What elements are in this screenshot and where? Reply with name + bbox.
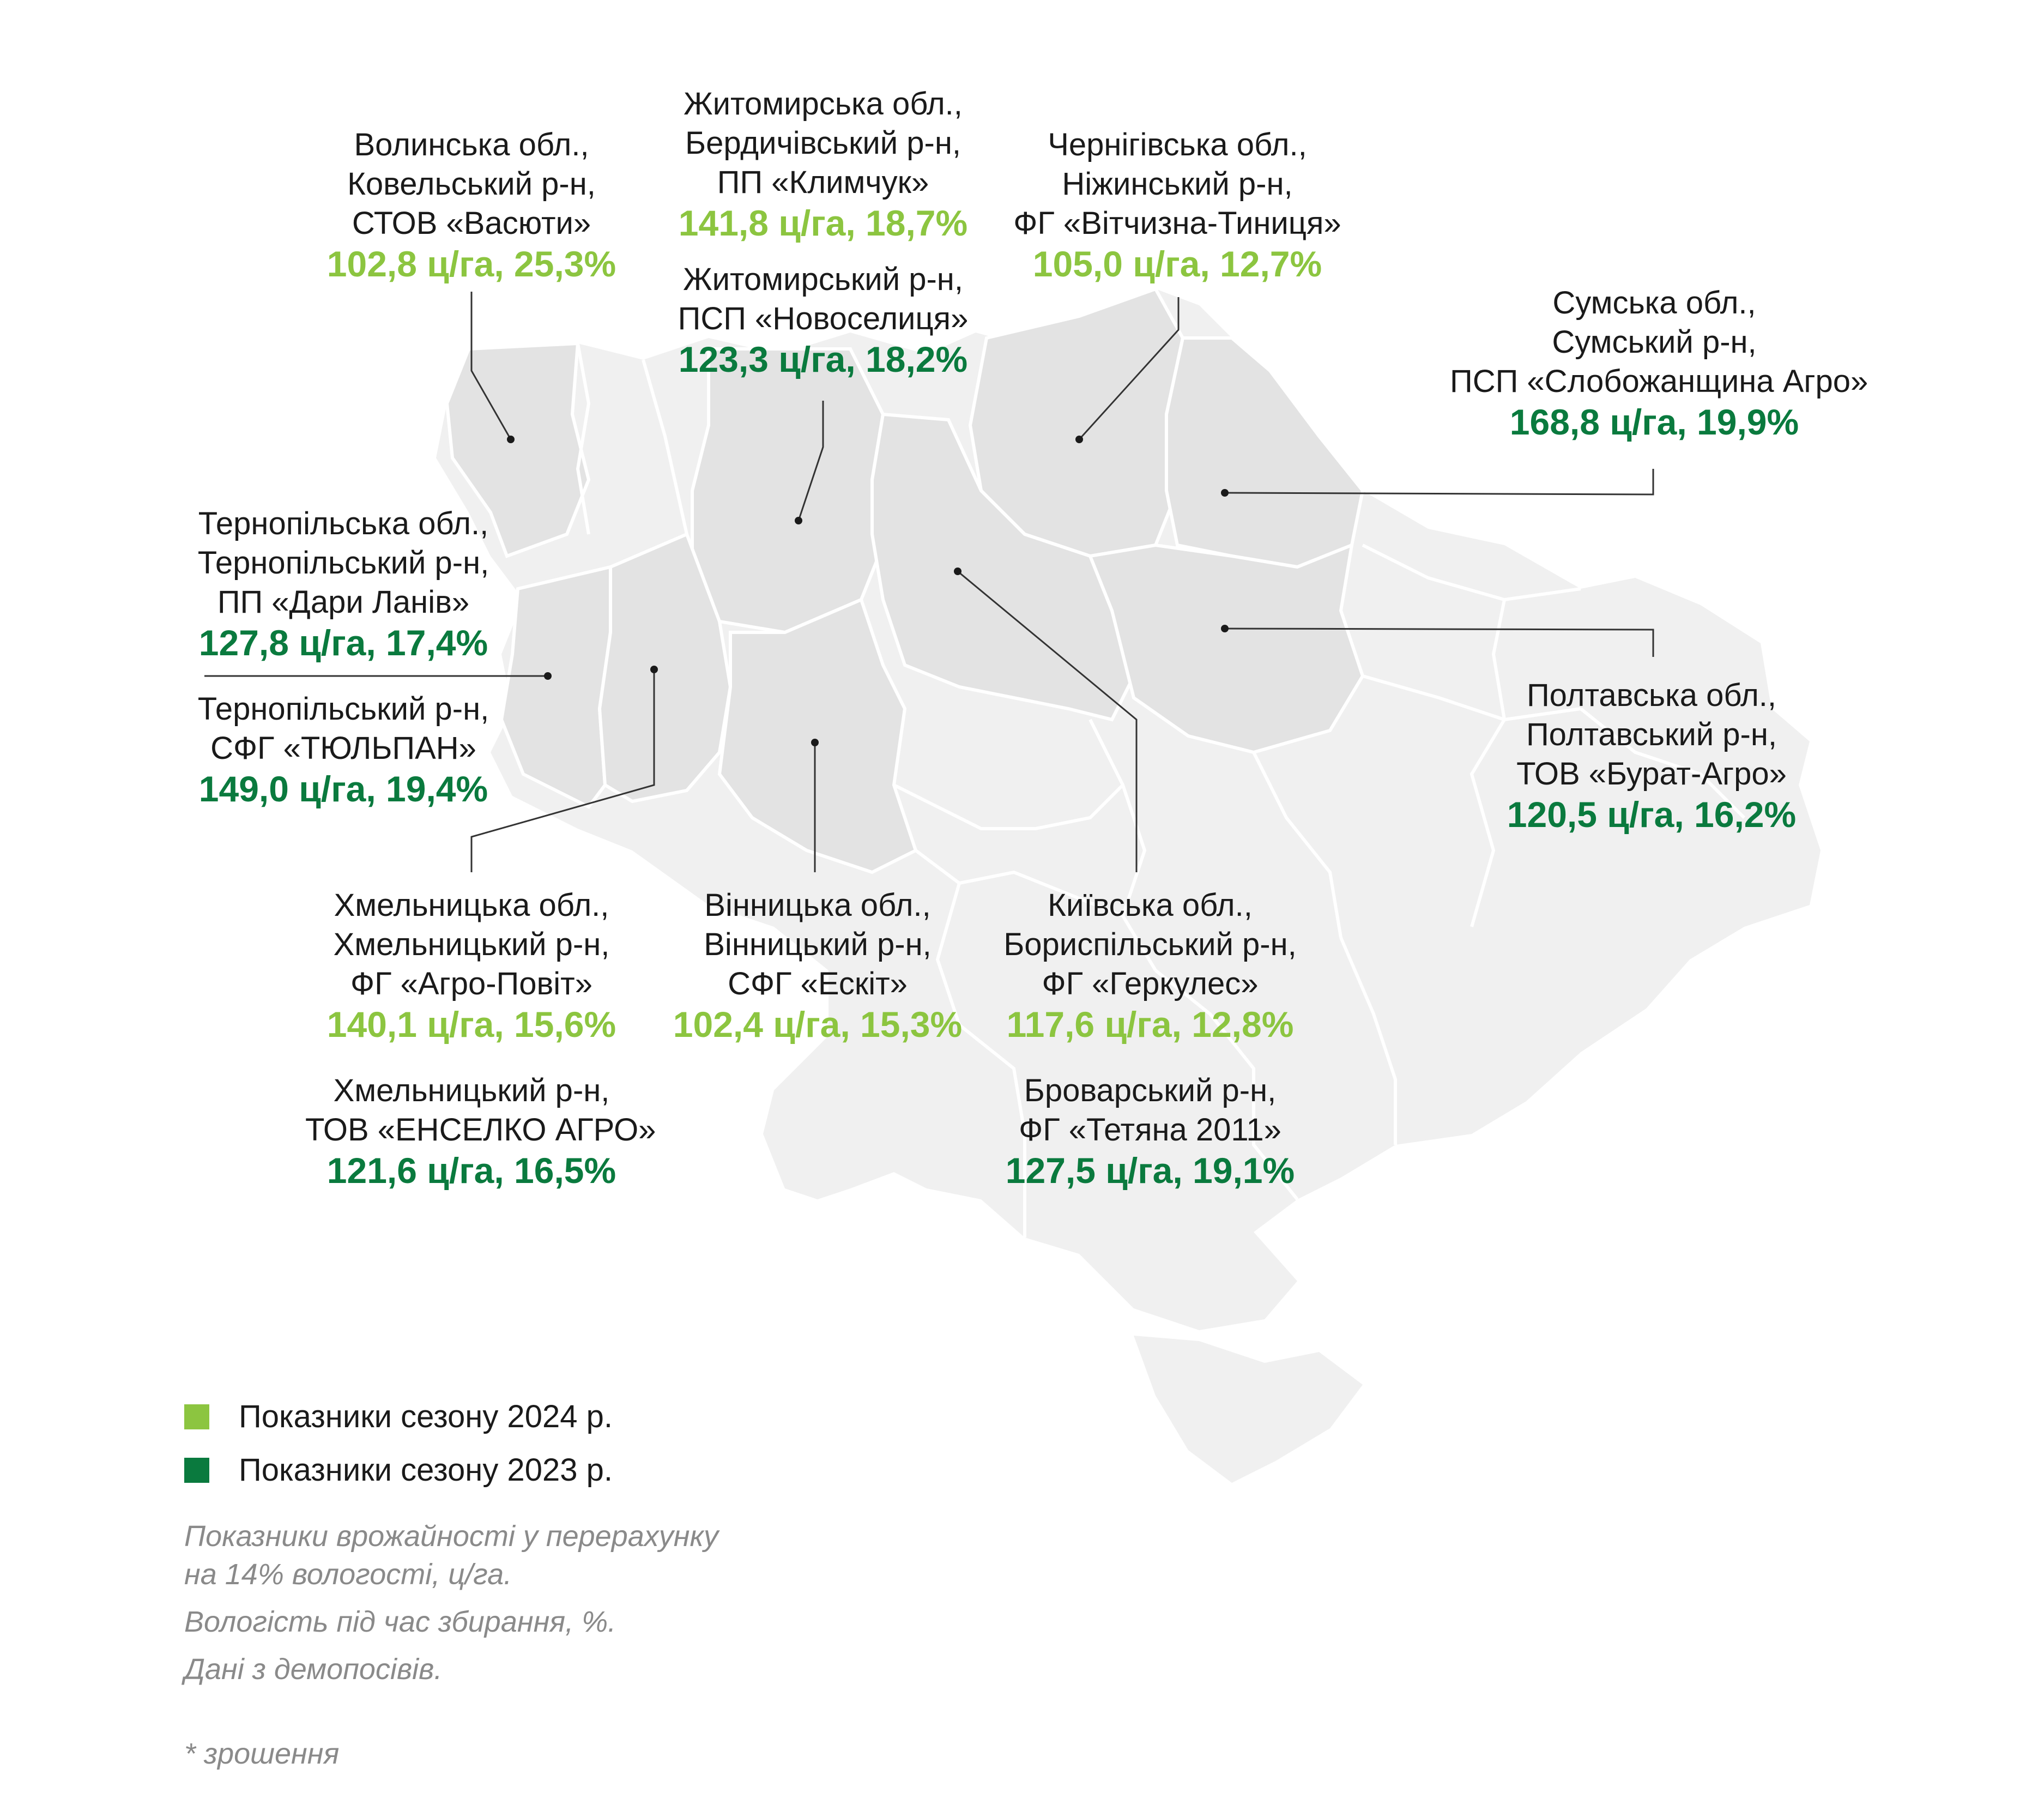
label-line: Тернопільський р-н, [197,545,489,581]
label-line: Київська обл., [1048,888,1253,923]
label-sub [987,1071,1314,1191]
marker-vinnytsia [811,739,819,746]
label-line: ПП «Климчук» [717,165,929,200]
label-chernihiv [997,125,1357,285]
footnote: * зрошення [184,1737,340,1770]
label-line: Бердичівський р-н, [685,125,961,161]
label-line: ФГ «Агро-Повіт» [350,966,592,1001]
marker-ternopil [544,672,552,680]
label-line: ФГ «Вітчизна-Тиниця» [1013,206,1341,241]
value-2024: 140,1 ц/га, 15,6% [326,1004,616,1045]
label-poltava [1472,676,1831,835]
label-line: Сумська обл., [1552,285,1756,321]
legend-label-2023: Показники сезону 2023 р. [239,1452,613,1488]
label-vinnytsia [660,886,976,1045]
label-sub [657,260,989,380]
region-sumy [1166,338,1363,567]
marker-sumy [1221,489,1229,497]
value-2024: 141,8 ц/га, 18,7% [678,203,968,243]
marker-zhytomyr [795,517,802,524]
value-2023: 123,3 ц/га, 18,2% [678,339,968,379]
label-line: СФГ «Ескіт» [728,966,908,1001]
label-line: Сумський р-н, [1552,324,1757,360]
label-sub [305,1071,656,1191]
value-2023: 168,8 ц/га, 19,9% [1509,402,1799,442]
value-2024: 105,0 ц/га, 12,7% [1032,244,1322,284]
label-khmelnytskyi [305,886,656,1191]
label-line: СФГ «ТЮЛЬПАН» [210,731,476,766]
value-2023: 120,5 ц/га, 16,2% [1507,794,1797,835]
value-2023: 149,0 ц/га, 19,4% [198,769,488,809]
legend-swatch-2024 [184,1404,209,1429]
label-line: Хмельницький р-н, [333,1073,610,1108]
label-line: Броварський р-н, [1024,1073,1277,1108]
marker-khmelnytskyi [650,666,658,673]
value-2023: 121,6 ц/га, 16,5% [326,1150,616,1191]
label-line: Ніжинський р-н, [1062,166,1293,202]
value-2023: 127,5 ц/га, 19,1% [1005,1150,1295,1191]
legend-item-2023 [184,1452,613,1488]
label-kyiv [987,886,1314,1191]
label-line: Тернопільська обл., [198,506,489,541]
legend-swatch-2023 [184,1458,209,1483]
marker-poltava [1221,625,1229,632]
marker-chernihiv [1075,436,1083,443]
label-line: Бориспільський р-н, [1003,927,1297,962]
region-zhytomyr [692,349,883,632]
label-line: Житомирський р-н, [683,262,963,297]
marker-volyn [507,436,515,443]
label-line: ПСП «Слобожанщина Агро» [1450,364,1868,399]
note-line-1: Показники врожайності у перерахунку [184,1520,718,1553]
marker-kyiv [954,568,961,575]
label-ternopil [180,504,507,810]
label-line: Полтавський р-н, [1526,717,1777,752]
label-sumy [1450,283,1868,443]
label-line: ТОВ «ЕНСЕЛКО АГРО» [305,1112,656,1148]
label-line: ФГ «Геркулес» [1042,966,1259,1001]
legend-label-2024: Показники сезону 2024 р. [239,1399,613,1434]
label-line: Вінницький р-н, [704,927,932,962]
label-line: Чернігівська обл., [1048,127,1307,162]
label-volyn [308,125,635,285]
label-line: Ковельський р-н, [347,166,596,202]
label-line: ПСП «Новоселиця» [678,301,969,336]
value-2023: 127,8 ц/га, 17,4% [198,623,488,663]
label-line: Тернопільський р-н, [197,691,489,727]
label-sub [180,690,507,810]
label-line: СТОВ «Васюти» [352,206,591,241]
value-2024: 102,4 ц/га, 15,3% [673,1004,963,1045]
crimea-region [1134,1336,1363,1483]
label-line: Волинська обл., [354,127,589,162]
label-line: ТОВ «Бурат-Агро» [1516,756,1787,792]
label-line: ПП «Дари Ланів» [217,584,470,620]
value-2024: 117,6 ц/га, 12,8% [1006,1004,1294,1045]
note-line-3: Вологість під час збирання, %. [184,1605,616,1638]
label-line: Хмельницька обл., [334,888,609,923]
legend-item-2024 [184,1398,613,1435]
value-2024: 102,8 ц/га, 25,3% [326,244,616,284]
label-line: Полтавська обл., [1526,678,1777,713]
label-zhytomyr [657,84,989,380]
label-line: Хмельницький р-н, [333,927,610,962]
note-line-2: на 14% вологості, ц/га. [184,1558,512,1591]
label-line: Вінницька обл., [704,888,931,923]
label-line: Житомирська обл., [684,86,963,122]
label-line: ФГ «Тетяна 2011» [1019,1112,1281,1148]
note-line-4: Дані з демопосівів. [184,1653,443,1686]
